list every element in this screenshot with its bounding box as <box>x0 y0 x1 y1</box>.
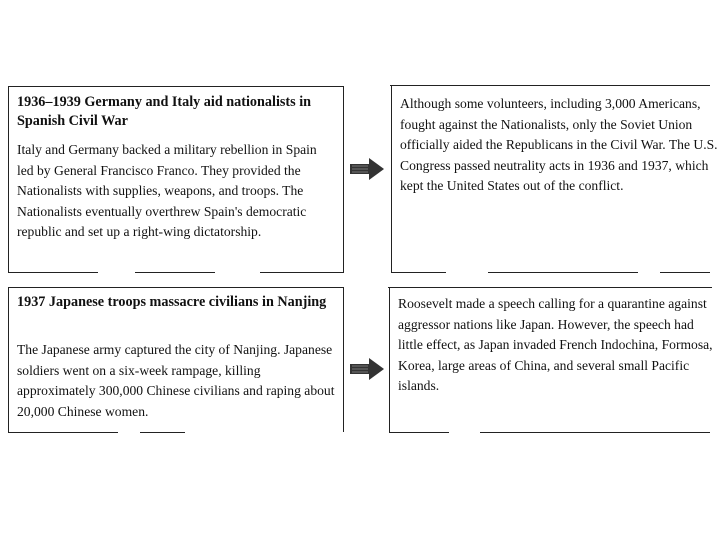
rule-bottom-2b <box>140 432 185 433</box>
effect-2-rule-bottom-a <box>389 432 449 433</box>
cause-2-body: The Japanese army captured the city of Nanjing. Japanese soldiers went on a six-week rampage, killing approximately 300,000 Chinese civilians and raping about 20,000 Chinese women. <box>17 342 335 419</box>
effect-1-rule-top <box>390 85 710 86</box>
rule-bottom-1a <box>8 272 98 273</box>
cause-2-right-border <box>343 287 344 432</box>
cause-2-left-border <box>8 287 9 432</box>
effect-1-rule-bottom-b <box>488 272 638 273</box>
effect-1-left-border <box>391 85 392 273</box>
cause-1-body: Italy and Germany backed a military rebellion in Spain led by General Francisco Franco. They provided the Nationalists with supplies, weapons, and troops. The Nationalists eventually overthrew Spain's democratic republic and set up a right-wing dictatorship. <box>17 142 317 239</box>
rule-top-1 <box>8 86 344 87</box>
effect-2-left-border <box>389 287 390 432</box>
rule-bottom-1c <box>260 272 344 273</box>
rule-bottom-2a <box>8 432 118 433</box>
effect-1-rule-bottom-a <box>391 272 446 273</box>
rule-top-2 <box>8 287 344 288</box>
cause-1-left-border <box>8 86 9 272</box>
rule-bottom-1b <box>135 272 215 273</box>
effect-2-rule-bottom-b <box>480 432 710 433</box>
arrow-right-icon <box>350 158 384 180</box>
effect-2-body: Roosevelt made a speech calling for a quarantine against aggressor nations like Japan. However, the speech had little effect, as Japan invaded French Indochina, Formosa, Korea, large areas of China, and several small Pacific islands. <box>398 296 713 393</box>
effect-1-body: Although some volunteers, including 3,000 Americans, fought against the Nationalists, only the Soviet Union officially aided the Republicans in the Civil War. The U.S. Congress passed neutrality acts in 1936 and 1937, which kept the United States out of the conflict. <box>400 96 718 193</box>
effect-2-rule-top <box>388 287 712 288</box>
effect-1-rule-bottom-c <box>660 272 710 273</box>
cause-1-title: 1936–1939 Germany and Italy aid nationalists in Spanish Civil War <box>17 94 312 129</box>
arrow-right-icon <box>350 358 384 380</box>
cause-1-right-border <box>343 86 344 272</box>
cause-2-title: 1937 Japanese troops massacre civilians in Nanjing <box>17 294 327 310</box>
